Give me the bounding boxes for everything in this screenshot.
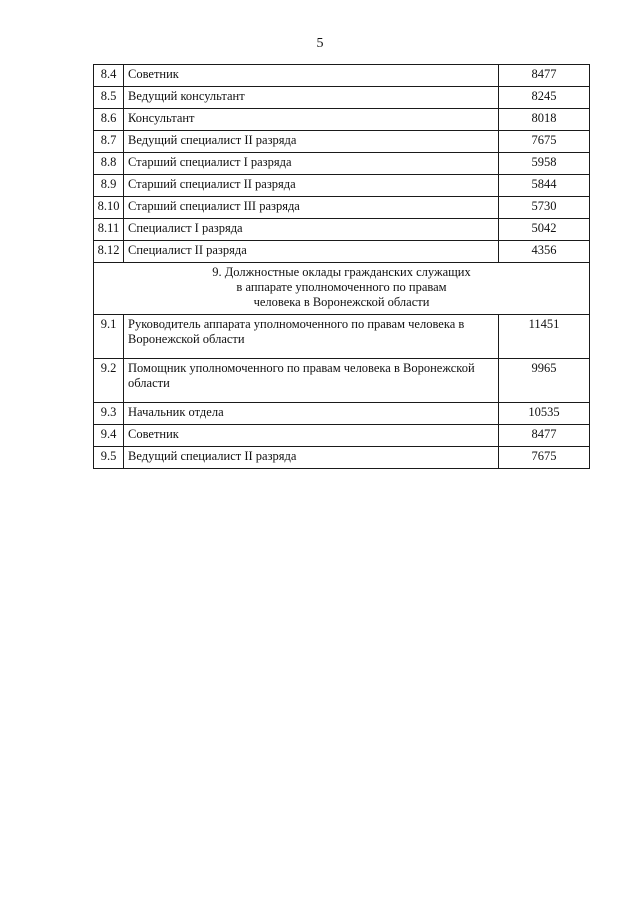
position-name: Ведущий консультант [124,87,499,109]
table-row [94,315,590,359]
salary-amount: 8245 [499,87,590,109]
position-name: Консультант [124,109,499,131]
salary-amount: 11451 [499,315,590,359]
row-number: 8.4 [94,65,124,87]
row-number: 8.7 [94,131,124,153]
salary-amount: 8477 [499,425,590,447]
table-row [94,65,590,87]
row-number: 9.3 [94,403,124,425]
salary-amount: 5844 [499,175,590,197]
section-heading-line: человека в Воронежской области [253,295,430,309]
position-name: Старший специалист II разряда [124,175,499,197]
salary-amount: 4356 [499,241,590,263]
row-number: 9.5 [94,447,124,469]
row-number: 8.8 [94,153,124,175]
row-number: 8.9 [94,175,124,197]
table-row [94,219,590,241]
salary-amount: 10535 [499,403,590,425]
row-number: 8.10 [94,197,124,219]
table-row [94,175,590,197]
row-number: 8.12 [94,241,124,263]
section-heading-line: в аппарате уполномоченного по правам [236,280,447,294]
position-name: Советник [124,65,499,87]
page-number: 5 [316,36,324,51]
position-name: Ведущий специалист II разряда [124,131,499,153]
position-name: Специалист I разряда [124,219,499,241]
table-row [94,153,590,175]
position-name: Начальник отдела [124,403,499,425]
salary-amount: 5042 [499,219,590,241]
section-heading [94,263,590,315]
row-number: 8.5 [94,87,124,109]
table-row [94,403,590,425]
position-name: Советник [124,425,499,447]
row-number: 8.11 [94,219,124,241]
salary-amount: 5958 [499,153,590,175]
position-name: Специалист II разряда [124,241,499,263]
table-row [94,241,590,263]
table-row [94,131,590,153]
salary-amount: 8477 [499,65,590,87]
position-name: Помощник уполномоченного по правам человека в Воронежской области [124,359,499,403]
table-row [94,87,590,109]
position-name: Руководитель аппарата уполномоченного по правам человека в Воронежской области [124,315,499,359]
salary-table [93,64,590,469]
salary-amount: 5730 [499,197,590,219]
salary-amount: 8018 [499,109,590,131]
salary-amount: 7675 [499,447,590,469]
position-name: Ведущий специалист II разряда [124,447,499,469]
table-row [94,425,590,447]
position-name: Старший специалист III разряда [124,197,499,219]
table-row [94,109,590,131]
row-number: 8.6 [94,109,124,131]
salary-amount: 9965 [499,359,590,403]
section-header-row [94,263,590,315]
section-heading-line: 9. Должностные оклады гражданских служащих [212,265,471,279]
row-number: 9.1 [94,315,124,359]
table-row [94,359,590,403]
table-row [94,197,590,219]
table-row [94,447,590,469]
row-number: 9.4 [94,425,124,447]
salary-amount: 7675 [499,131,590,153]
row-number: 9.2 [94,359,124,403]
position-name: Старший специалист I разряда [124,153,499,175]
